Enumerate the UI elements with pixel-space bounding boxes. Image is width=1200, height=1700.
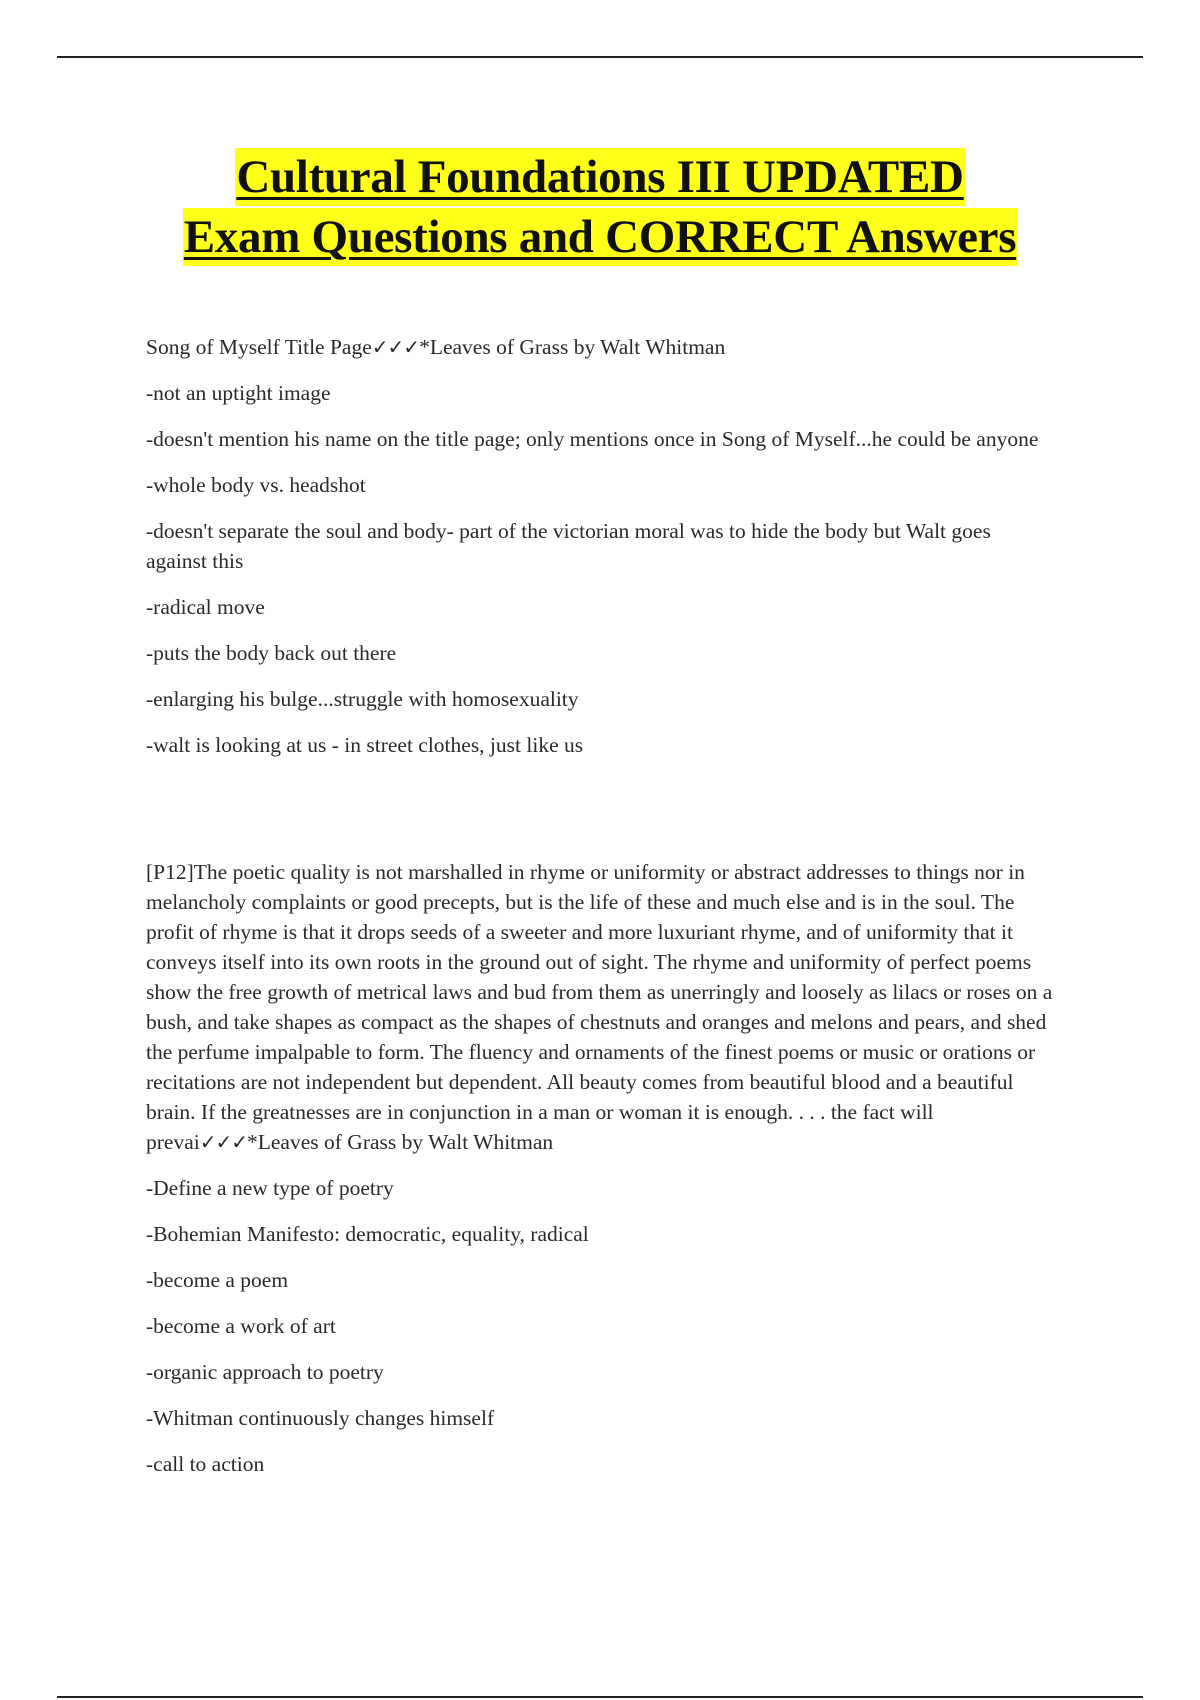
footer-rule [57, 1696, 1143, 1698]
answer-point: -radical move [146, 595, 265, 619]
answer-point: -become a poem [146, 1268, 289, 1292]
answer-point: -Whitman continuously changes himself [146, 1406, 495, 1430]
answer-point: -become a work of art [146, 1314, 336, 1338]
answer-point: -doesn't separate the soul and body- part of the victorian moral was to hide the body but Walt goes against this [146, 519, 991, 573]
question-line [146, 332, 1056, 362]
answer-point: -Bohemian Manifesto: democratic, equality, radical [146, 1222, 589, 1246]
answer-point: -doesn't mention his name on the title page; only mentions once in Song of Myself...he could be anyone [146, 427, 1039, 451]
qa-item-2 [146, 857, 1056, 1495]
answer-text: *Leaves of Grass by Walt Whitman [419, 335, 726, 359]
answer-point: -enlarging his bulge...struggle with homosexuality [146, 687, 579, 711]
answer-text: *Leaves of Grass by Walt Whitman [247, 1130, 554, 1154]
question-text: [P12]The poetic quality is not marshalled in rhyme or uniformity or abstract addresses to things nor in melancholy complaints or good precepts, but is the life of these and much else and is in the soul. The profit of rhyme is that it drops seeds of a sweeter and more luxuriant rhyme, and of uniformity that it conveys itself into its own roots in the ground out of sight. The rhyme and uniformity of perfect poems show the free growth of metrical laws and bud from them as unerringly and loosely as lilacs or roses on a bush, and take shapes as compact as the shapes of chestnuts and oranges and melons and pears, and shed the perfume impalpable to form. The fluency and ornaments of the finest poems or music or orations or recitations are not independent but dependent. All beauty comes from beautiful blood and a beautiful brain. If the greatnesses are in conjunction in a man or woman it is enough. . . . the fact will prevai [146, 860, 1053, 1154]
answer-point: -organic approach to poetry [146, 1360, 384, 1384]
document-title [0, 148, 1200, 266]
answer-point: -puts the body back out there [146, 641, 397, 665]
question-paragraph [146, 857, 1056, 1157]
title-line-1: Cultural Foundations III UPDATED [235, 148, 964, 206]
question-text: Song of Myself Title Page [146, 335, 372, 359]
answer-point: -call to action [146, 1452, 265, 1476]
checkmark-icon: ✓✓✓ [199, 1130, 247, 1154]
answer-point: -not an uptight image [146, 381, 331, 405]
header-rule [57, 56, 1143, 58]
title-line-2: Exam Questions and CORRECT Answers [183, 208, 1017, 266]
qa-item-1 [146, 332, 1056, 776]
checkmark-icon: ✓✓✓ [371, 335, 420, 359]
answer-point: -whole body vs. headshot [146, 473, 366, 497]
answer-point: -Define a new type of poetry [146, 1176, 394, 1200]
answer-point: -walt is looking at us - in street clothes, just like us [146, 733, 584, 757]
